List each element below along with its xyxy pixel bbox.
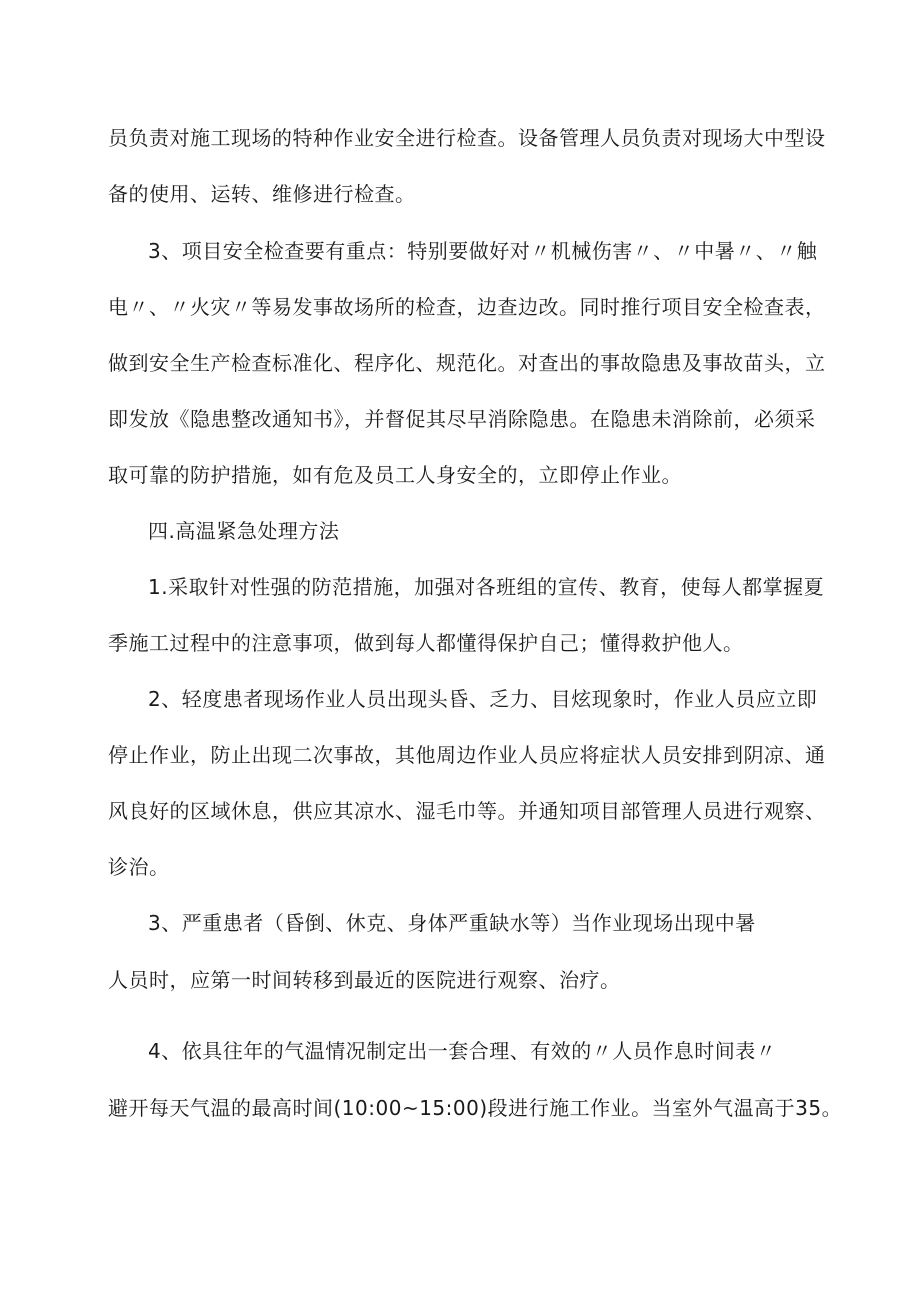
body-line-3: 3、项目安全检查要有重点：特别要做好对〃机械伤害〃、〃中暑〃、〃触 bbox=[148, 239, 818, 263]
body-line-12: 停止作业，防止出现二次事故，其他周边作业人员应将症状人员安排到阴凉、通 bbox=[108, 743, 826, 767]
body-line-15: 3、严重患者（昏倒、休克、身体严重缺水等）当作业现场出现中暑 bbox=[148, 911, 756, 935]
body-line-10: 季施工过程中的注意事项，做到每人都懂得保护自己；懂得救护他人。 bbox=[108, 631, 744, 655]
body-line-4: 电〃、〃火灾〃等易发事故场所的检查，边查边改。同时推行项目安全检查表， bbox=[108, 295, 826, 319]
body-line-5: 做到安全生产检查标准化、程序化、规范化。对查出的事故隐患及事故苗头，立 bbox=[108, 351, 826, 375]
body-line-11: 2、轻度患者现场作业人员出现头昏、乏力、目炫现象时，作业人员应立即 bbox=[148, 687, 818, 711]
section-heading: 四.高温紧急处理方法 bbox=[148, 519, 340, 543]
body-line-9: 1.采取针对性强的防范措施，加强对各班组的宣传、教育，使每人都掌握夏 bbox=[148, 575, 825, 599]
body-line-2: 备的使用、运转、维修进行检查。 bbox=[108, 182, 416, 206]
body-line-16: 人员时，应第一时间转移到最近的医院进行观察、治疗。 bbox=[108, 968, 621, 992]
body-line-17: 4、依具往年的气温情况制定出一套合理、有效的〃人员作息时间表〃 bbox=[148, 1039, 777, 1063]
body-line-6: 即发放《隐患整改通知书》，并督促其尽早消除隐患。在隐患未消除前，必须采 bbox=[108, 407, 816, 431]
body-line-18: 避开每天气温的最高时间(10:00~15:00)段进行施工作业。当室外气温高于35。 bbox=[108, 1096, 843, 1120]
body-line-14: 诊治。 bbox=[108, 855, 170, 879]
body-line-7: 取可靠的防护措施，如有危及员工人身安全的，立即停止作业。 bbox=[108, 463, 682, 487]
body-line-1: 员负责对施工现场的特种作业安全进行检查。设备管理人员负责对现场大中型设 bbox=[108, 126, 826, 150]
body-line-13: 风良好的区域休息，供应其凉水、湿毛巾等。并通知项目部管理人员进行观察、 bbox=[108, 799, 826, 823]
